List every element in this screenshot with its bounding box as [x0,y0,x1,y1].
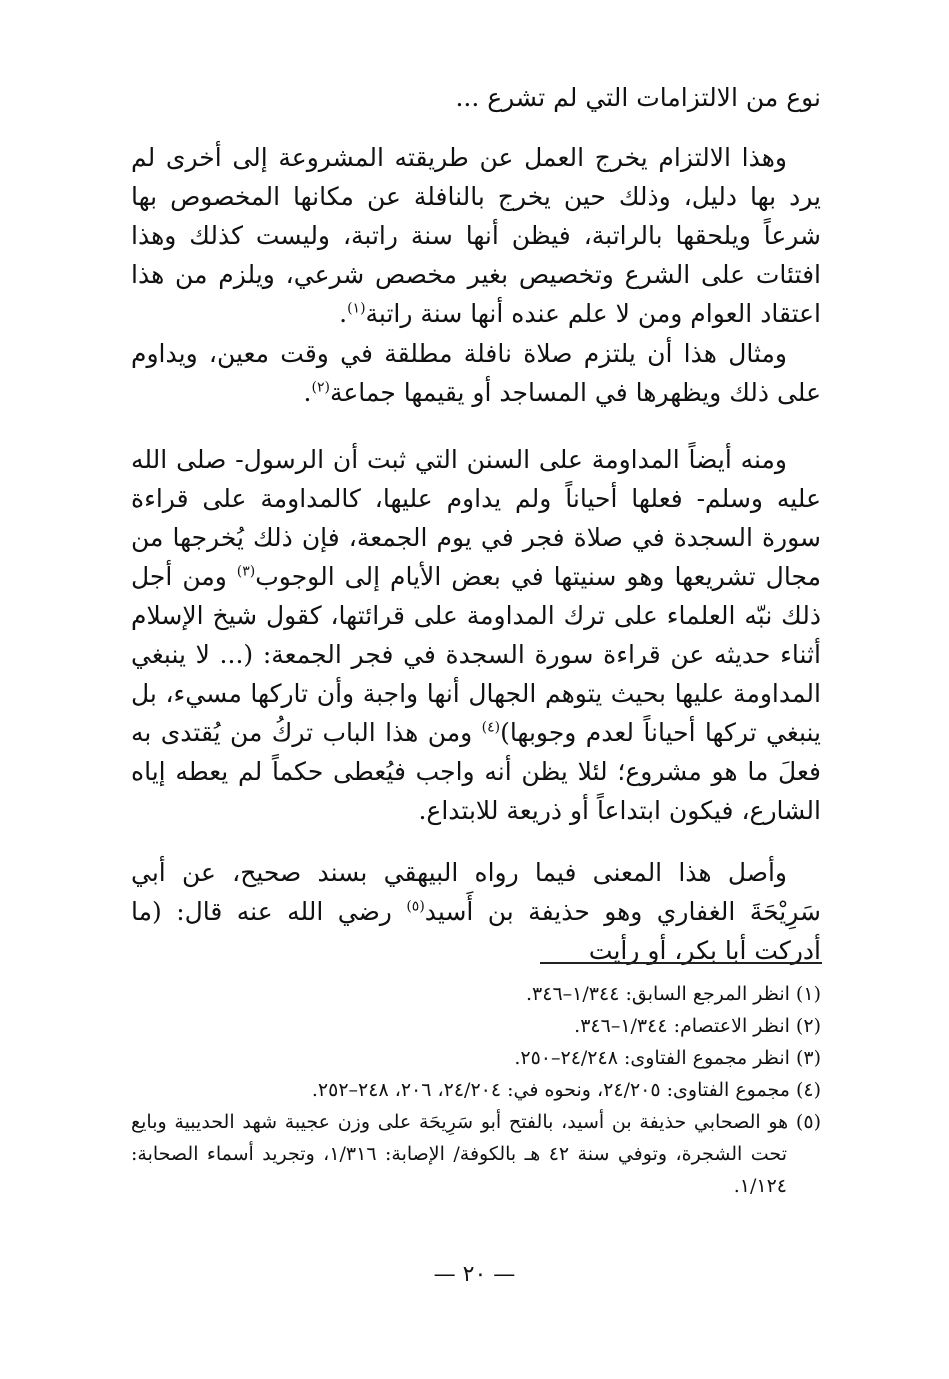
page-number: — ٢٠ — [433,1262,516,1287]
paragraph-2 [131,334,821,412]
footnote-1: (١) انظر المرجع السابق: ١/٣٤٤–٣٤٦. [526,983,821,1005]
paragraph-3 [131,440,821,830]
footnote-2: (٢) انظر الاعتصام: ١/٣٤٤–٣٤٦. [574,1015,821,1037]
footnote-ref[interactable]: (١) [347,300,366,317]
paragraph-text: ومن أجل ذلك نبّه العلماء على ترك المداومة على قرائتها، كقول شيخ الإسلام أثناء حديثه عن قراءة سورة السجدة في فجر الجمعة: (... لا ينبغي المداومة عليها بحيث يتوهم الجهال أنها واجبة وأن تاركها مسيء، بل ينبغي تركها أحياناً لعدم وجوبها) [131,562,821,747]
paragraph-text: ومنه أيضاً المداومة على السنن التي ثبت أن الرسول- صلى الله عليه وسلم- فعلها أحياناً ولم يداوم عليها، كالمداومة على قراءة سورة السجدة في صلاة فجر في يوم الجمعة، فإن ذلك يُخرجها من مجال تشريعها وهو سنيتها في بعض الأيام إلى الوجوب [131,445,821,591]
footnote-4: (٤) مجموع الفتاوى: ٢٤/٢٠٥، ونحوه في: ٢٤/٢٠٤، ٢٠٦، ٢٤٨–٢٥٢. [311,1079,821,1101]
footnote-5: (٥) هو الصحابي حذيفة بن أسيد، بالفتح أبو سَرِيحَة على وزن عجيبة شهد الحديبية وبايع تحت الشجرة، وتوفي سنة ٤٢ هـ بالكوفة/ الإصابة: ١/٣١٦، وتجريد أسماء الصحابة: ١/١٢٤. [131,1111,821,1197]
paragraph-1 [131,138,821,333]
paragraph-text: ومثال هذا أن يلتزم صلاة نافلة مطلقة في وقت معين، ويداوم على ذلك ويظهرها في المساجد أو يقيمها جماعة [131,339,821,407]
line-text: نوع من الالتزامات التي لم تشرع ... [455,83,821,112]
paragraph-text: وأصل هذا المعنى فيما رواه البيهقي بسند صحيح، عن أبي سَرِيْحَةَ الغفاري وهو حذيفة بن أَسيد [131,858,821,926]
footnote-3: (٣) انظر مجموع الفتاوى: ٢٤/٢٤٨–٢٥٠. [514,1047,821,1069]
paragraph-text: وهذا الالتزام يخرج العمل عن طريقته المشروعة إلى أخرى لم يرد بها دليل، وذلك حين يخرج بالنافلة عن مكانها المخصوص بها شرعاً ويلحقها بالراتبة، فيظن أنها سنة راتبة، وليست كذلك وهذا افتئات على الشرع وتخصيص بغير مخصص شرعي، ويلزم من هذا اعتقاد العوام ومن لا علم عنده أنها سنة راتبة [131,143,821,328]
punctuation: . [303,378,312,407]
footnote-separator [540,962,822,964]
paragraph-4 [131,853,821,970]
footnote-ref[interactable]: (٣) [236,563,256,580]
paragraph-text: رضي الله عنه قال: (ما أدركت أبا بكر، أو رأيت [131,897,821,965]
footnote-ref[interactable]: (٤) [481,719,501,736]
footnote-ref[interactable]: (٥) [406,898,425,915]
footnote-ref[interactable]: (٢) [311,379,330,396]
paragraph-text: ومن هذا الباب تركُ من يُقتدى به فعلَ ما هو مشروع؛ لئلا يظن أنه واجب فيُعطى حكماً لم يعطه إياه الشارع، فيكون ابتداعاً أو ذريعة للابتداع. [131,718,821,825]
footnotes [131,978,821,1202]
punctuation: . [339,299,348,328]
continued-line [131,78,821,117]
